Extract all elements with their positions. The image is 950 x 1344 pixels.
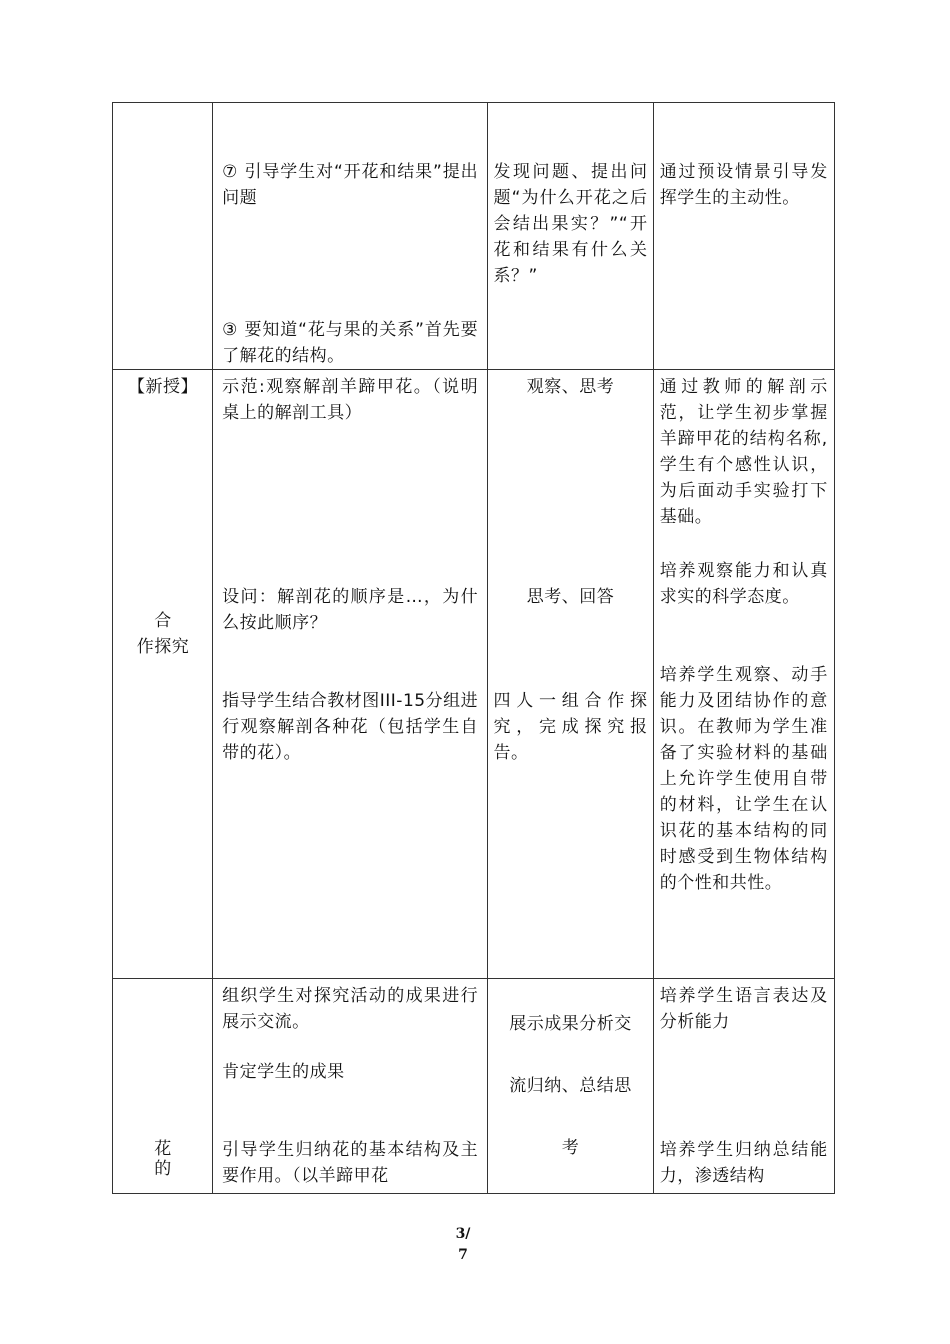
- stage-cell: [113, 103, 213, 370]
- design-intent-text: 培养学生归纳总结能力，渗透结构: [659, 1140, 828, 1186]
- design-intent-cell: [653, 103, 834, 370]
- student-activity-text: 四人一组合作探究，完成探究报告。: [493, 691, 648, 763]
- teacher-activity-text: ③ 要知道“花与果的关系”首先要了解花的结构。: [222, 320, 479, 366]
- teacher-activity-text: 示范:观察解剖羊蹄甲花。（说明桌上的解剖工具）: [222, 377, 479, 423]
- table-row: [113, 979, 835, 1194]
- teacher-activity-text: 组织学生对探究活动的成果进行展示交流。: [222, 986, 479, 1032]
- table-row: [113, 370, 835, 979]
- student-activity-text: 观察、思考: [526, 377, 615, 397]
- design-intent-cell: [653, 979, 834, 1194]
- student-activity-text: 考: [561, 1138, 580, 1158]
- student-activity-text: 发现问题、提出问题“为什么开花之后会结出果实？”“开花和结果有什么关系？”: [493, 162, 648, 286]
- design-intent-text: 培养学生观察、动手能力及团结协作的意识。在教师为学生准备了实验材料的基础上允许学生使用自带的材料，让学生在认识花的基本结构的同时感受到生物体结构的个性和共性。: [659, 665, 828, 893]
- design-intent-text: 培养观察能力和认真求实的科学态度。: [659, 561, 828, 607]
- stage-cell: [113, 370, 213, 979]
- lesson-plan-table: [112, 102, 835, 1194]
- student-activity-cell: [487, 370, 653, 979]
- student-activity-text: 流归纳、总结思: [509, 1076, 632, 1096]
- teacher-activity-text: 设问：解剖花的顺序是…，为什么按此顺序？: [222, 587, 479, 633]
- student-activity-cell: [487, 979, 653, 1194]
- stage-label: 合 作探究: [136, 611, 190, 657]
- table-row: [113, 103, 835, 370]
- page-number: 3/ 7: [455, 1226, 471, 1263]
- stage-label: 花 的: [154, 1139, 172, 1179]
- teacher-activity-cell: [213, 103, 487, 370]
- student-activity-text: 展示成果分析交: [509, 1014, 632, 1034]
- design-intent-text: 培养学生语言表达及分析能力: [659, 986, 828, 1032]
- teacher-activity-text: 引导学生归纳花的基本结构及主要作用。（以羊蹄甲花: [222, 1140, 479, 1186]
- design-intent-text: 通过教师的解剖示范，让学生初步掌握羊蹄甲花的结构名称,学生有个感性认识，为后面动手实验打下基础。: [659, 377, 828, 527]
- teacher-activity-text: 指导学生结合教材图III-15分组进行观察解剖各种花（包括学生自带的花）。: [222, 691, 479, 763]
- teacher-activity-cell: [213, 370, 487, 979]
- design-intent-cell: [653, 370, 834, 979]
- student-activity-text: 思考、回答: [526, 587, 615, 607]
- teacher-activity-text: ⑦ 引导学生对“开花和结果”提出问题: [222, 162, 479, 208]
- student-activity-cell: [487, 103, 653, 370]
- design-intent-text: 通过预设情景引导发挥学生的主动性。: [659, 162, 828, 208]
- stage-heading: 【新授】: [128, 377, 198, 397]
- teacher-activity-text: 肯定学生的成果: [222, 1062, 345, 1082]
- teacher-activity-cell: [213, 979, 487, 1194]
- stage-cell: [113, 979, 213, 1194]
